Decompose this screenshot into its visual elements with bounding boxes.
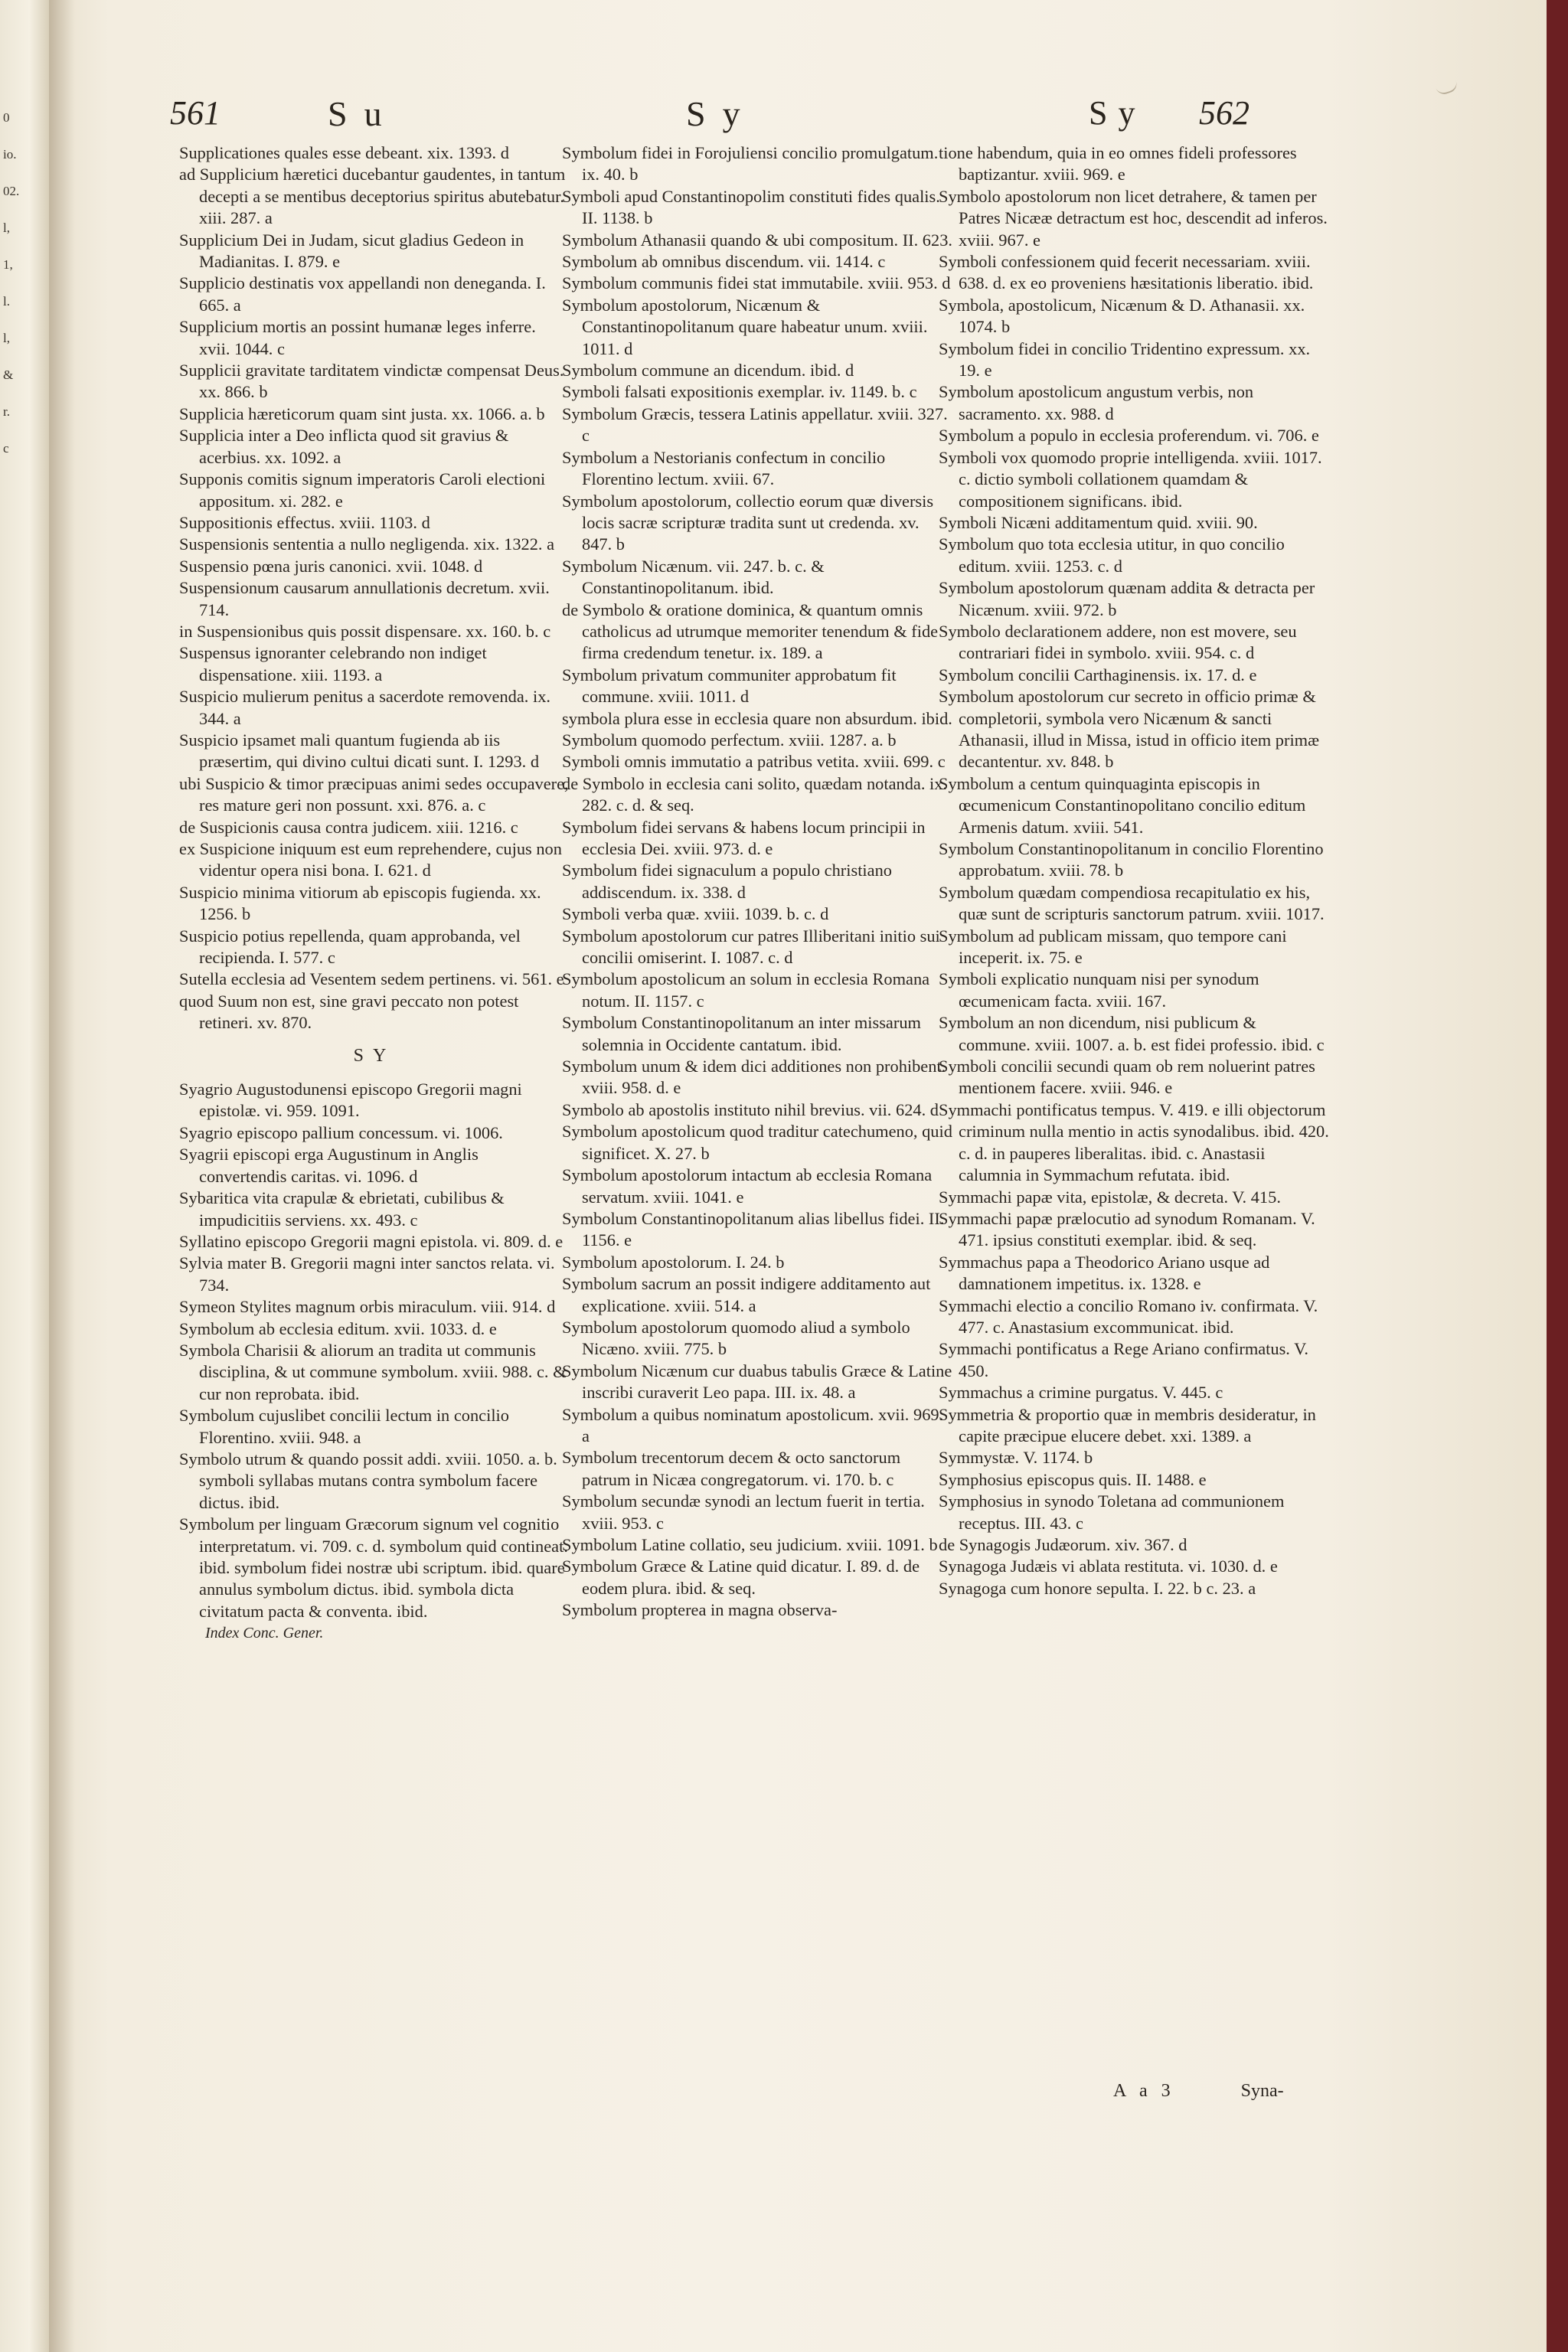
index-entry: Syagrio episcopo pallium concessum. vi. 1006.: [179, 1122, 503, 1142]
index-entry: Supplicationes quales esse debeant. xix. 1393. d: [179, 143, 509, 162]
index-entry: Symbolum Constantinopolitanum in concilio Florentino approbatum. xviii. 78. b: [939, 839, 1324, 880]
index-entry: de Symbolo in ecclesia cani solito, quædam notanda. ix. 282. c. d. & seq.: [562, 773, 948, 815]
page-number-left: 561: [170, 94, 220, 132]
index-entry: Symbolum per linguam Græcorum signum vel cognitio interpretatum. vi. 709. c. d. symbolum quid contineat. ibid. symbolum fidei nostræ ubi scriptum. ibid. quare annulus symbolum dictus. ibid. symbola dicta civitatum pacta & conventa. ibid.: [179, 1514, 568, 1621]
index-entry: Supplicium mortis an possint humanæ leges inferre. xvii. 1044. c: [179, 317, 536, 358]
index-entry: Symbolum sacrum an possit indigere additamento aut explicatione. xviii. 514. a: [562, 1274, 931, 1315]
facing-page-fragment: io.: [3, 147, 17, 162]
index-entry: Symbolum ab ecclesia editum. xvii. 1033. d. e: [179, 1318, 497, 1338]
index-entry: Suspensionis sententia a nullo negligenda. xix. 1322. a: [179, 534, 555, 554]
index-entry: Symbolum unum & idem dici additiones non prohibent. xviii. 958. d. e: [562, 1057, 946, 1098]
index-entry: Symbolo utrum & quando possit addi. xviii. 1050. a. b. symboli syllabas mutans contra symbolum facere dictus. ibid.: [179, 1449, 557, 1512]
index-entry: Symboli omnis immutatio a patribus vetita. xviii. 699. c: [562, 752, 946, 772]
facing-page-fragment: c: [3, 441, 9, 456]
index-entry: Symbolum apostolorum intactum ab ecclesia Romana servatum. xviii. 1041. e: [562, 1165, 933, 1207]
index-entry: Symbolum concilii Carthaginensis. ix. 17. d. e: [939, 665, 1257, 684]
index-entry: Suspicio mulierum penitus a sacerdote removenda. ix. 344. a: [179, 687, 551, 728]
index-entry: Suspicio potius repellenda, quam approbanda, vel recipienda. I. 577. c: [179, 926, 521, 968]
index-entry: Supplicii gravitate tarditatem vindictæ compensat Deus. xx. 866. b: [179, 361, 564, 402]
page-number-right: 562: [1199, 94, 1250, 132]
index-entry: Sutella ecclesia ad Vesentem sedem pertinens. vi. 561. e: [179, 969, 564, 989]
index-column-right: [939, 142, 1329, 1599]
index-column-center: [562, 142, 952, 1622]
index-entry: Symbolum Græcis, tessera Latinis appellatur. xviii. 327. c: [562, 403, 948, 446]
index-entry: quod Suum non est, sine gravi peccato non potest retineri. xv. 870.: [179, 991, 519, 1033]
index-entry: Symmachi electio a concilio Romano iv. confirmata. V. 477. c. Anastasium excommunicat. ibid.: [939, 1295, 1318, 1337]
index-entry: de Symbolo & oratione dominica, & quantum omnis catholicus ad utrumque memoriter tenendum & fide firma credendum tenetur. ix. 189. a: [562, 599, 939, 663]
index-entry: Symbolum fidei in Forojuliensi concilio promulgatum. ix. 40. b: [562, 143, 939, 185]
index-entry: de Synagogis Judæorum. xiv. 367. d: [939, 1535, 1187, 1554]
index-entry: Symbolum apostolicum an solum in ecclesia Romana notum. II. 1157. c: [562, 969, 930, 1011]
index-entry: Symboli explicatio nunquam nisi per synodum œcumenicam facta. xviii. 167.: [939, 969, 1259, 1011]
facing-page-edge: [0, 0, 49, 2352]
facing-page-fragment: &: [3, 368, 14, 382]
index-entry: ex Suspicione iniquum est eum reprehendere, cujus non videntur opera nisi bona. I. 621. d: [179, 839, 562, 880]
index-entry: Synagoga cum honore sepulta. I. 22. b c. 23. a: [939, 1578, 1256, 1598]
index-entry: Symbola, apostolicum, Nicænum & D. Athanasii. xx. 1074. b: [939, 295, 1305, 337]
index-entry: Symbolum cujuslibet concilii lectum in concilio Florentino. xviii. 948. a: [179, 1406, 509, 1447]
index-entry: Symphosius in synodo Toletana ad communionem receptus. III. 43. c: [939, 1491, 1285, 1533]
index-entry: Suspicio minima vitiorum ab episcopis fugienda. xx. 1256. b: [179, 882, 541, 924]
page-footer: [1113, 2081, 1284, 2102]
index-entry: Supponis comitis signum imperatoris Caroli electioni appositum. xi. 282. e: [179, 469, 546, 511]
facing-page-fragment: 1,: [3, 257, 13, 272]
index-entry: Sybaritica vita crapulæ & ebrietati, cubilibus & impudicitiis serviens. xx. 493. c: [179, 1188, 505, 1230]
signature-line: Index Conc. Gener.: [205, 1625, 324, 1642]
index-entry: Syagrio Augustodunensi episcopo Gregorii magni epistolæ. vi. 959. 1091.: [179, 1080, 522, 1121]
signature-mark: A a 3: [1113, 2081, 1171, 2101]
index-column-left: [179, 142, 570, 1645]
index-entry: Symbolum Nicænum. vii. 247. b. c. & Constantinopolitanum. ibid.: [562, 556, 825, 598]
index-entry: Symboli concilii secundi quam ob rem noluerint patres mentionem facere. xviii. 946. e: [939, 1057, 1315, 1098]
index-entry: Symboli vox quomodo proprie intelligenda. xviii. 1017. c. dictio symboli collationem quamdam & compositionem significans. ibid.: [939, 447, 1322, 511]
index-entry: Symbolum apostolorum, collectio eorum quæ diversis locis sacræ scripturæ tradita sunt ut credenda. xv. 847. b: [562, 491, 934, 554]
index-entry: in Suspensionibus quis possit dispensare. xx. 160. b. c: [179, 621, 551, 641]
facing-page-fragment: 0: [3, 110, 10, 125]
index-entry: Symbolo apostolorum non licet detrahere, & tamen per Patres Nicææ detractum est hoc, descendit ad inferos. xviii. 967. e: [939, 186, 1328, 250]
index-entry: Symboli apud Constantinopolim constituti fides qualis. II. 1138. b: [562, 186, 940, 228]
index-entry: Symbolum apostolorum, Nicænum & Constantinopolitanum quare habeatur unum. xviii. 1011. d: [562, 295, 928, 358]
index-entry: Symbolum secundæ synodi an lectum fuerit in tertia. xviii. 953. c: [562, 1491, 925, 1533]
index-entry: Symboli verba quæ. xviii. 1039. b. c. d: [562, 904, 829, 924]
running-head-right: Sy: [1089, 94, 1146, 132]
index-entry: Suspicio ipsamet mali quantum fugienda ab iis præsertim, qui divino cultui dicati sunt. I. 1293. d: [179, 730, 540, 772]
index-entry: Suspensio pœna juris canonici. xvii. 1048. d: [179, 556, 483, 576]
index-entry: Symbolum Latine collatio, seu judicium. xviii. 1091. b: [562, 1535, 938, 1554]
index-entry: Symmystæ. V. 1174. b: [939, 1448, 1093, 1468]
index-entry: Symbolum fidei servans & habens locum principii in ecclesia Dei. xviii. 973. d. e: [562, 817, 926, 858]
index-entry: ad Supplicium hæretici ducebantur gaudentes, in tantum decepti a se mentibus deceptorius spiritus abutebatur. xiii. 287. a: [179, 165, 566, 228]
index-entry: Symbolo ab apostolis instituto nihil brevius. vii. 624. d: [562, 1099, 939, 1119]
index-entry: Symmachus a crimine purgatus. V. 445. c: [939, 1383, 1223, 1403]
index-entry: Symbolum ad publicam missam, quo tempore cani inceperit. ix. 75. e: [939, 926, 1287, 968]
index-entry: tione habendum, quia in eo omnes fideli professores baptizantur. xviii. 969. e: [939, 143, 1297, 185]
facing-page-fragment: l,: [3, 331, 10, 345]
index-entry: Symbolum apostolorum. I. 24. b: [562, 1252, 785, 1272]
index-entry: Syagrii episcopi erga Augustinum in Anglis convertendis caritas. vi. 1096. d: [179, 1145, 479, 1186]
index-entry: Synagoga Judæis vi ablata restituta. vi. 1030. d. e: [939, 1557, 1278, 1576]
index-entry: Symbolum ab omnibus discendum. vii. 1414. c: [562, 252, 886, 272]
index-entry: Symbolum Constantinopolitanum alias libellus fidei. II. 1156. e: [562, 1208, 945, 1250]
index-entry: Symbolum apostolorum cur secreto in officio primæ & completorii, symbola vero Nicænum & sancti Athanasii, illud in Missa, istud in officio item primæ decantentur. xv. 848. b: [939, 687, 1320, 772]
index-entry: Supplicio destinatis vox appellandi non deneganda. I. 665. a: [179, 273, 546, 315]
index-entry: Symbolum communis fidei stat immutabile. xviii. 953. d: [562, 273, 951, 293]
index-entry: Symbolo declarationem addere, non est movere, seu contrariari fidei in symbolo. xviii. 954. c. d: [939, 621, 1297, 663]
index-entry: Symbolum quomodo perfectum. xviii. 1287. a. b: [562, 730, 897, 750]
facing-page-fragment: 02.: [3, 184, 20, 198]
catchword: Syna-: [1240, 2081, 1284, 2101]
section-heading-sy: SY: [353, 1045, 396, 1066]
index-entry: Suspensionum causarum annullationis decretum. xvii. 714.: [179, 578, 550, 619]
index-entry: Symmachi papæ prælocutio ad synodum Romanam. V. 471. ipsius constituti exemplar. ibid. & seq.: [939, 1208, 1315, 1250]
index-entry: Symmachi pontificatus tempus. V. 419. e illi objectorum criminum nulla mentio in actis synodalibus. ibid. 420. c. d. in pauperes liberalitas. ibid. c. Anastasii calumnia in Symmachum refutata. ibid.: [939, 1099, 1329, 1185]
index-entry: Supplicium Dei in Judam, sicut gladius Gedeon in Madianitas. I. 879. e: [179, 230, 524, 272]
index-entry: Symeon Stylites magnum orbis miraculum. viii. 914. d: [179, 1297, 556, 1317]
index-entry: Symbolum a quibus nominatum apostolicum. xvii. 969. a: [562, 1404, 944, 1446]
index-entry: Suppositionis effectus. xviii. 1103. d: [179, 512, 430, 532]
facing-page-edge-text: [3, 100, 20, 467]
binding-shadow: [49, 0, 75, 2352]
index-entry: Symboli confessionem quid fecerit necessariam. xviii. 638. d. ex eo proveniens hæsitationis liberatio. ibid.: [939, 252, 1314, 293]
facing-page-fragment: l,: [3, 220, 10, 235]
running-head-center: Sy: [686, 94, 757, 133]
index-entry: ubi Suspicio & timor præcipuas animi sedes occupavere, res mature geri non possunt. xxi. 876. a. c: [179, 773, 569, 815]
index-entry: Symbolum Athanasii quando & ubi compositum. II. 623.: [562, 230, 952, 250]
index-entry: Symboli Nicæni additamentum quid. xviii. 90.: [939, 512, 1258, 532]
index-entry: Symbolum quædam compendiosa recapitulatio ex his, quæ sunt de scripturis sanctorum patrum. xviii. 1017.: [939, 882, 1325, 924]
index-entry: Symbolum apostolorum cur patres Illiberitani initio sui concilii omiserint. I. 1087. c. d: [562, 926, 940, 968]
index-entry: Symbolum apostolorum quænam addita & detracta per Nicænum. xviii. 972. b: [939, 578, 1315, 619]
running-head-left: Su: [328, 94, 399, 133]
index-entry: Symbolum a Nestorianis confectum in concilio Florentino lectum. xviii. 67.: [562, 447, 886, 489]
index-entry: Symbolum apostolicum angustum verbis, non sacramento. xx. 988. d: [939, 382, 1254, 423]
index-entry: Symbolum Græce & Latine quid dicatur. I. 89. d. de eodem plura. ibid. & seq.: [562, 1557, 920, 1598]
index-entry: Symbolum Nicænum cur duabus tabulis Græce & Latine inscribi curaverit Leo papa. III. ix. 48. a: [562, 1361, 952, 1403]
index-entry: Symbolum trecentorum decem & octo sanctorum patrum in Nicæa congregatorum. vi. 170. b. c: [562, 1448, 901, 1489]
index-entry: Symbolum Constantinopolitanum an inter missarum solemnia in Occidente cantatum. ibid.: [562, 1013, 921, 1054]
index-entry: Symbolum fidei in concilio Tridentino expressum. xx. 19. e: [939, 338, 1311, 381]
index-entry: Supplicia hæreticorum quam sint justa. xx. 1066. a. b: [179, 403, 545, 423]
index-entry: Symbolum commune an dicendum. ibid. d: [562, 361, 854, 381]
index-entry: Suspensus ignoranter celebrando non indiget dispensatione. xiii. 1193. a: [179, 643, 487, 684]
index-entry: Symboli falsati expositionis exemplar. iv. 1149. b. c: [562, 382, 917, 402]
index-entry: Supplicia inter a Deo inflicta quod sit gravius & acerbius. xx. 1092. a: [179, 426, 509, 467]
facing-page-fragment: r.: [3, 404, 10, 419]
index-entry: Syllatino episcopo Gregorii magni epistola. vi. 809. d. e: [179, 1231, 564, 1251]
index-entry: Symbolum fidei signaculum a populo christiano addiscendum. ix. 338. d: [562, 861, 892, 902]
facing-page-fragment: l.: [3, 294, 10, 309]
index-entry: de Suspicionis causa contra judicem. xiii. 1216. c: [179, 817, 518, 837]
index-entry: Symbolum a populo in ecclesia proferendum. vi. 706. e: [939, 426, 1319, 446]
index-entry: Symbolum apostolicum quod traditur catechumeno, quid significet. X. 27. b: [562, 1122, 952, 1163]
index-entry: Symbolum privatum communiter approbatum fit commune. xviii. 1011. d: [562, 665, 897, 707]
index-entry: Symbolum an non dicendum, nisi publicum & commune. xviii. 1007. a. b. est fidei professio. ibid. c: [939, 1013, 1325, 1054]
index-entry: Symbolum a centum quinquaginta episcopis in œcumenicum Constantinopolitano concilio editum Armenis datum. xviii. 541.: [939, 773, 1306, 837]
index-entry: Symbolum propterea in magna observa-: [562, 1600, 838, 1620]
index-entry: Symmachi pontificatus a Rege Ariano confirmatus. V. 450.: [939, 1339, 1308, 1380]
index-entry: Symmachi papæ vita, epistolæ, & decreta. V. 415.: [939, 1187, 1281, 1207]
index-entry: Symmachus papa a Theodorico Ariano usque ad damnationem impetitus. ix. 1328. e: [939, 1252, 1270, 1294]
index-entry: Symphosius episcopus quis. II. 1488. e: [939, 1469, 1207, 1489]
index-entry: Symbola Charisii & aliorum an tradita ut communis disciplina, & ut commune symbolum. xviii. 988. c. & cur non reprobata. ibid.: [179, 1340, 567, 1403]
index-entry: symbola plura esse in ecclesia quare non absurdum. ibid.: [562, 708, 952, 728]
index-entry: Symmetria & proportio quæ in membris desideratur, in capite præcipue elucere debet. xxi. 1389. a: [939, 1404, 1316, 1446]
index-entry: Sylvia mater B. Gregorii magni inter sanctos relata. vi. 734.: [179, 1253, 555, 1295]
index-entry: Symbolum apostolorum quomodo aliud a symbolo Nicæno. xviii. 775. b: [562, 1317, 910, 1359]
index-entry: Symbolum quo tota ecclesia utitur, in quo concilio editum. xviii. 1253. c. d: [939, 534, 1285, 576]
